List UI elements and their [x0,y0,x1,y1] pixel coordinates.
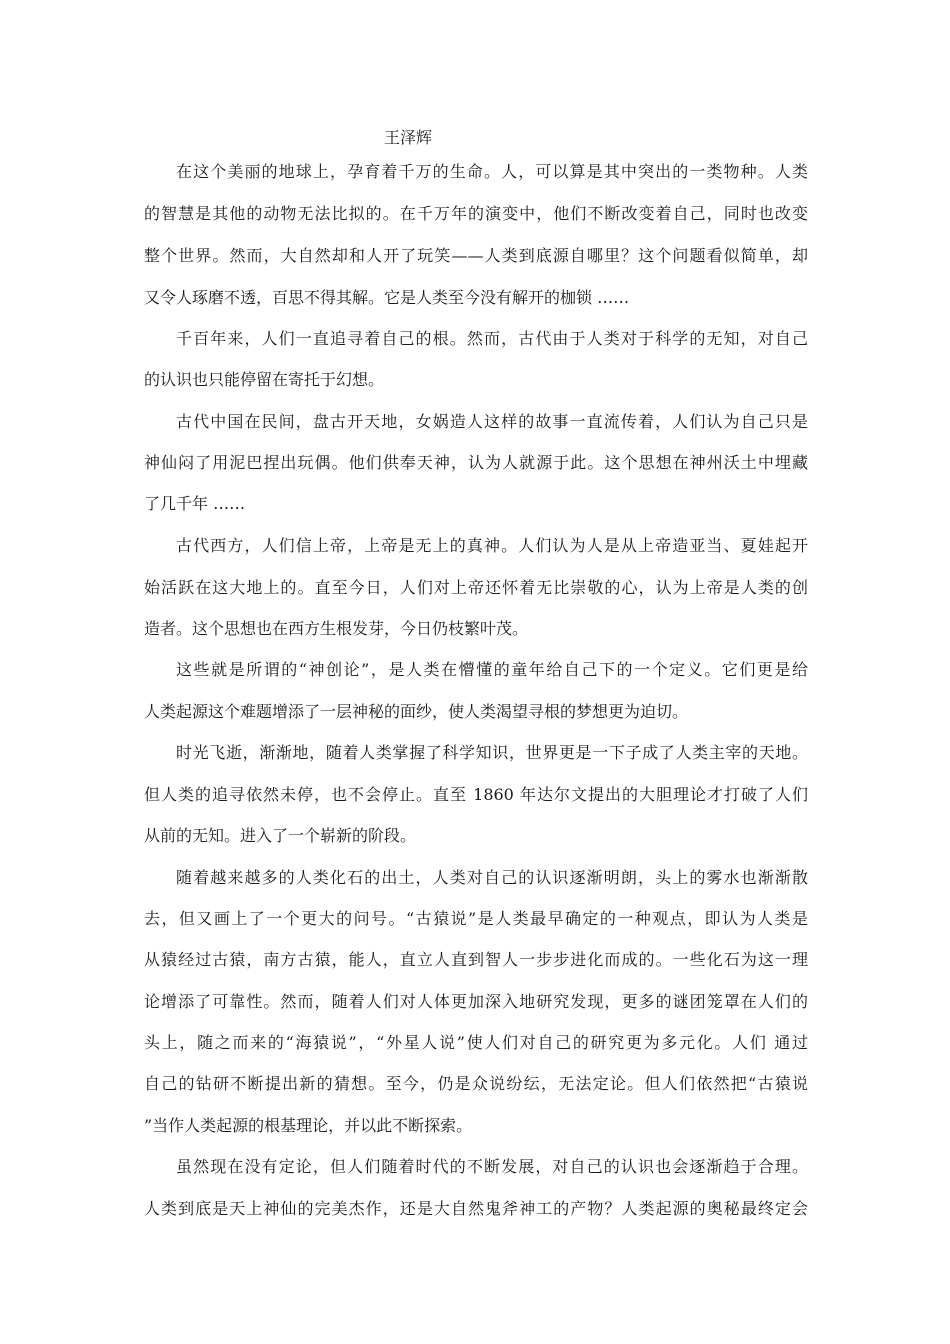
text-line: 论增添了可靠性。然而，随着人们对人体更加深入地研究发现，更多的谜团笼罩在人们的 [144,992,808,1011]
text-line: 这些就是所谓的“神创论”，是人类在懵懂的童年给自己下的一个定义。它们更是给 [176,660,808,679]
author-name: 王泽辉 [384,128,433,147]
text-line: 从前的无知。进入了一个崭新的阶段。 [144,826,417,845]
text-line: 又令人琢磨不透，百思不得其解。它是人类至今没有解开的枷锁 …… [144,288,630,307]
text-line: 虽然现在没有定论，但人们随着时代的不断发展，对自己的认识也会逐渐趋于合理。 [176,1157,808,1176]
text-line: ”当作人类起源的根基理论，并以此不断探索。 [144,1116,473,1135]
text-line: 古代中国在民间，盘古开天地，女娲造人这样的故事一直流传着，人们认为自己只是 [176,412,808,431]
text-line: 神仙闷了用泥巴捏出玩偶。他们供奉天神，认为人就源于此。这个思想在神州沃土中埋藏 [144,453,808,472]
text-line: 随着越来越多的人类化石的出土，人类对自己的认识逐渐明朗，头上的雾水也渐渐散 [176,868,808,887]
text-line: 造者。这个思想也在西方生根发芽，今日仍枝繁叶茂。 [144,619,529,638]
text-line: 在这个美丽的地球上，孕育着千万的生命。人，可以算是其中突出的一类物种。人类 [176,162,808,181]
text-line: 千百年来，人们一直追寻着自己的根。然而，古代由于人类对于科学的无知，对自己 [176,329,808,348]
text-line: 始活跃在这大地上的。直至今日，人们对上帝还怀着无比崇敬的心，认为上帝是人类的创 [144,578,808,597]
text-line: 整个世界。然而，大自然却和人开了玩笑——人类到底源自哪里？这个问题看似简单，却 [144,246,808,265]
text-line: 人类起源这个难题增添了一层神秘的面纱，使人类渴望寻根的梦想更为迫切。 [144,702,689,721]
text-line: 的智慧是其他的动物无法比拟的。在千万年的演变中，他们不断改变着自己，同时也改变 [144,204,808,223]
text-line: 但人类的追寻依然未停，也不会停止。直至 1860 年达尔文提出的大胆理论才打破了人们 [144,785,808,804]
text-line: 古代西方，人们信上帝，上帝是无上的真神。人们认为人是从上帝造亚当、夏娃起开 [176,536,808,555]
text-line: 从猿经过古猿，南方古猿，能人，直立人直到智人一步步进化而成的。一些化石为这一理 [144,950,808,969]
text-line: 的认识也只能停留在寄托于幻想。 [144,370,385,389]
text-line: 去，但又画上了一个更大的问号。“古猿说”是人类最早确定的一种观点，即认为人类是 [144,909,808,928]
text-line: 人类到底是天上神仙的完美杰作，还是大自然鬼斧神工的产物？人类起源的奥秘最终定会 [144,1199,808,1218]
text-line: 时光飞逝，渐渐地，随着人类掌握了科学知识，世界更是一下子成了人类主宰的天地。 [176,743,808,762]
text-line: 了几千年 …… [144,494,246,513]
text-line: 头上，随之而来的“海猿说”，“外星人说”使人们对自己的研究更为多元化。人们 通过 [144,1033,808,1052]
text-line: 自己的钻研不断提出新的猜想。至今，仍是众说纷纭，无法定论。但人们依然把“古猿说 [144,1074,808,1093]
